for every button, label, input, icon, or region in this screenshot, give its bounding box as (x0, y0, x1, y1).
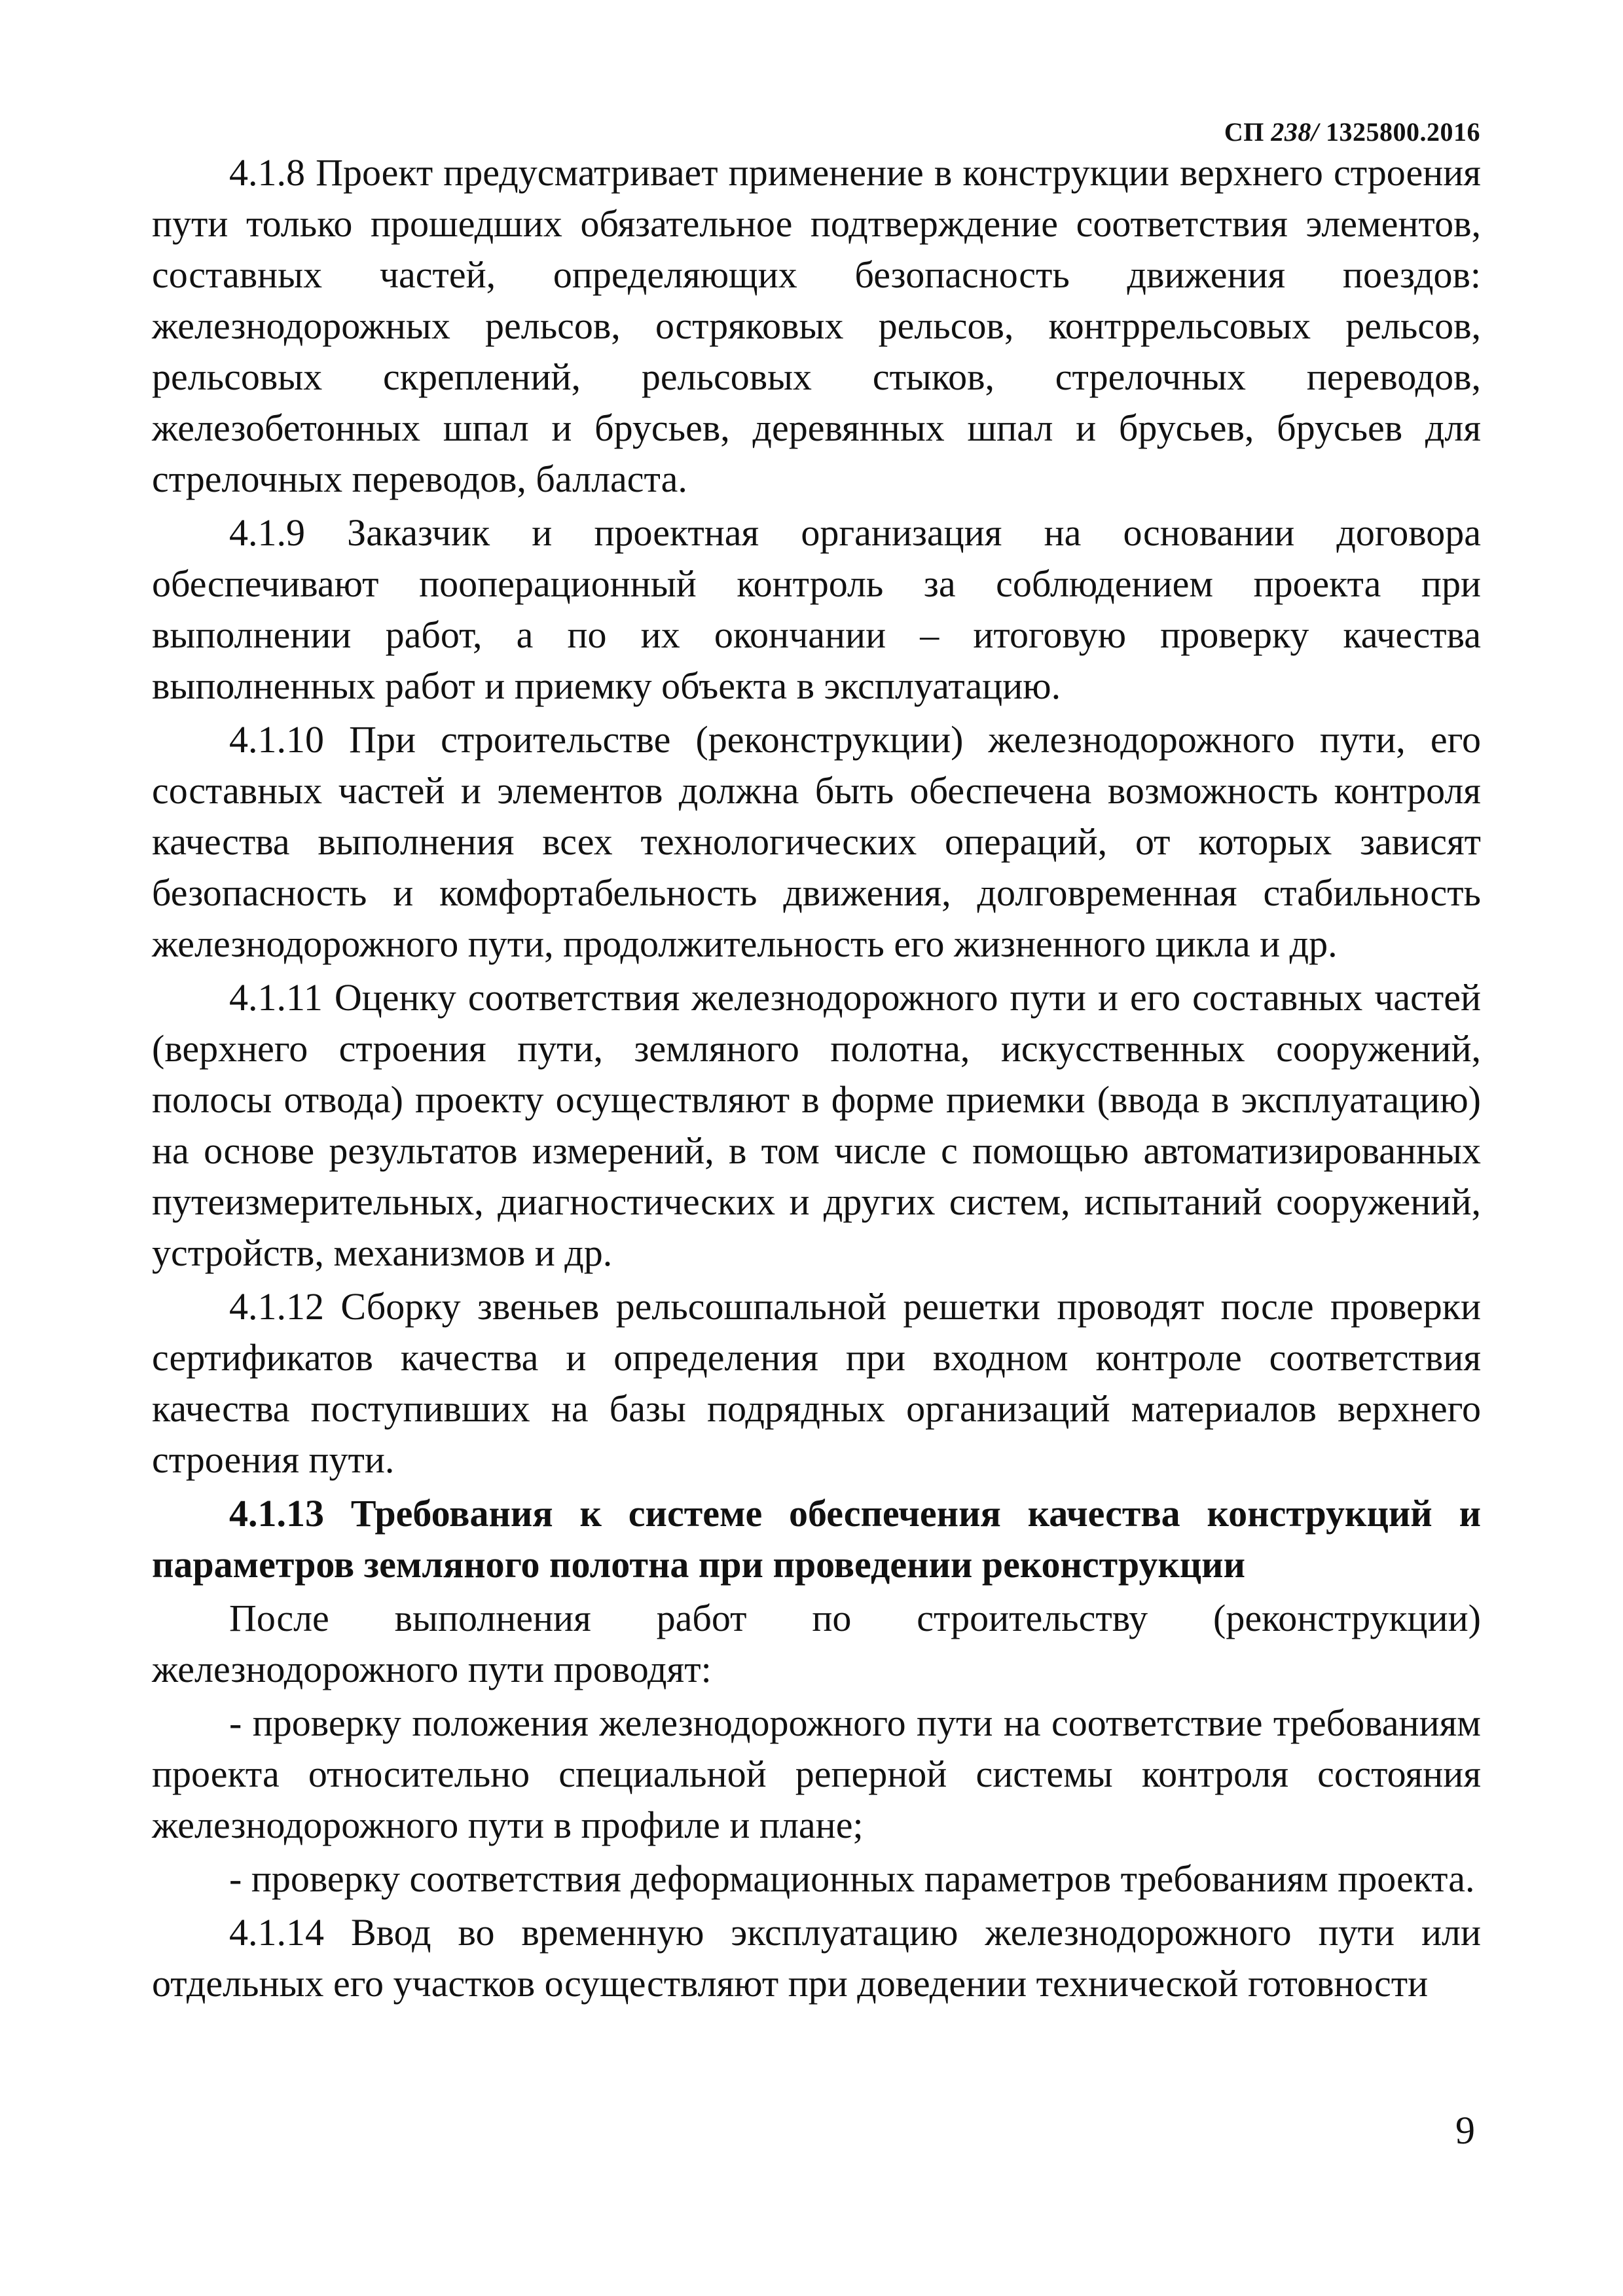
paragraph-4-1-9: 4.1.9 Заказчик и проектная организация на основании договора обеспечивают пооперационный контроль за соблюдением проекта при выполнении работ, а по их окончании – итоговую проверку качества выполненных работ и приемку объекта в эксплуатацию. (152, 511, 1481, 707)
paragraph-after-works: После выполнения работ по строительству (реконструкции) железнодорожного пути проводят: (152, 1597, 1481, 1690)
page-number: 9 (1455, 2109, 1475, 2152)
document-code (1224, 117, 1480, 147)
paragraph-4-1-8: 4.1.8 Проект предусматривает применение в конструкции верхнего строения пути только прошедших обязательное подтверждение соответствия элементов, составных частей, определяющих безопасность движения поездов: железнодорожных рельсов, остряковых рельсов, контррельсовых рельсов, рельсовых скреплений, рельсовых стыков, стрелочных переводов, железобетонных шпал и брусьев, деревянных шпал и брусьев, брусьев для стрелочных переводов, балласта. (152, 151, 1481, 500)
paragraph-4-1-12: 4.1.12 Сборку звеньев рельсошпальной решетки проводят после проверки сертификатов качества и определения при входном контроле соответствия качества поступивших на базы подрядных организаций материалов верхнего строения пути. (152, 1285, 1481, 1481)
paragraph-4-1-11: 4.1.11 Оценку соответствия железнодорожного пути и его составных частей (верхнего строения пути, земляного полотна, искусственных сооружений, полосы отвода) проекту осуществляют в форме приемки (ввода в эксплуатацию) на основе результатов измерений, в том числе с помощью автоматизированных путеизмерительных, диагностических и других систем, испытаний сооружений, устройств, механизмов и др. (152, 976, 1481, 1274)
document-code-prefix: СП (1224, 117, 1264, 147)
paragraph-4-1-10: 4.1.10 При строительстве (реконструкции) железнодорожного пути, его составных частей и элементов должна быть обеспечена возможность контроля качества выполнения всех технологических операций, от которых зависят безопасность и комфортабельность движения, долговременная стабильность железнодорожного пути, продолжительность его жизненного цикла и др. (152, 718, 1481, 965)
document-code-suffix: 1325800.2016 (1326, 117, 1480, 147)
list-item-deformation-check: - проверку соответствия деформационных параметров требованиям проекта. (229, 1857, 1475, 1900)
list-item-position-check: - проверку положения железнодорожного пути на соответствие требованиям проекта относительно специальной реперной системы контроля состояния железнодорожного пути в профиле и плане; (152, 1702, 1481, 1846)
paragraph-4-1-14: 4.1.14 Ввод во временную эксплуатацию железнодорожного пути или отдельных его участков осуществляют при доведении технической готовности (152, 1911, 1481, 2005)
section-heading-4-1-13: 4.1.13 Требования к системе обеспечения качества конструкций и параметров земляного полотна при проведении реконструкции (152, 1492, 1481, 1586)
document-code-handwritten: 238/ (1271, 117, 1319, 147)
document-body (152, 147, 1481, 2012)
